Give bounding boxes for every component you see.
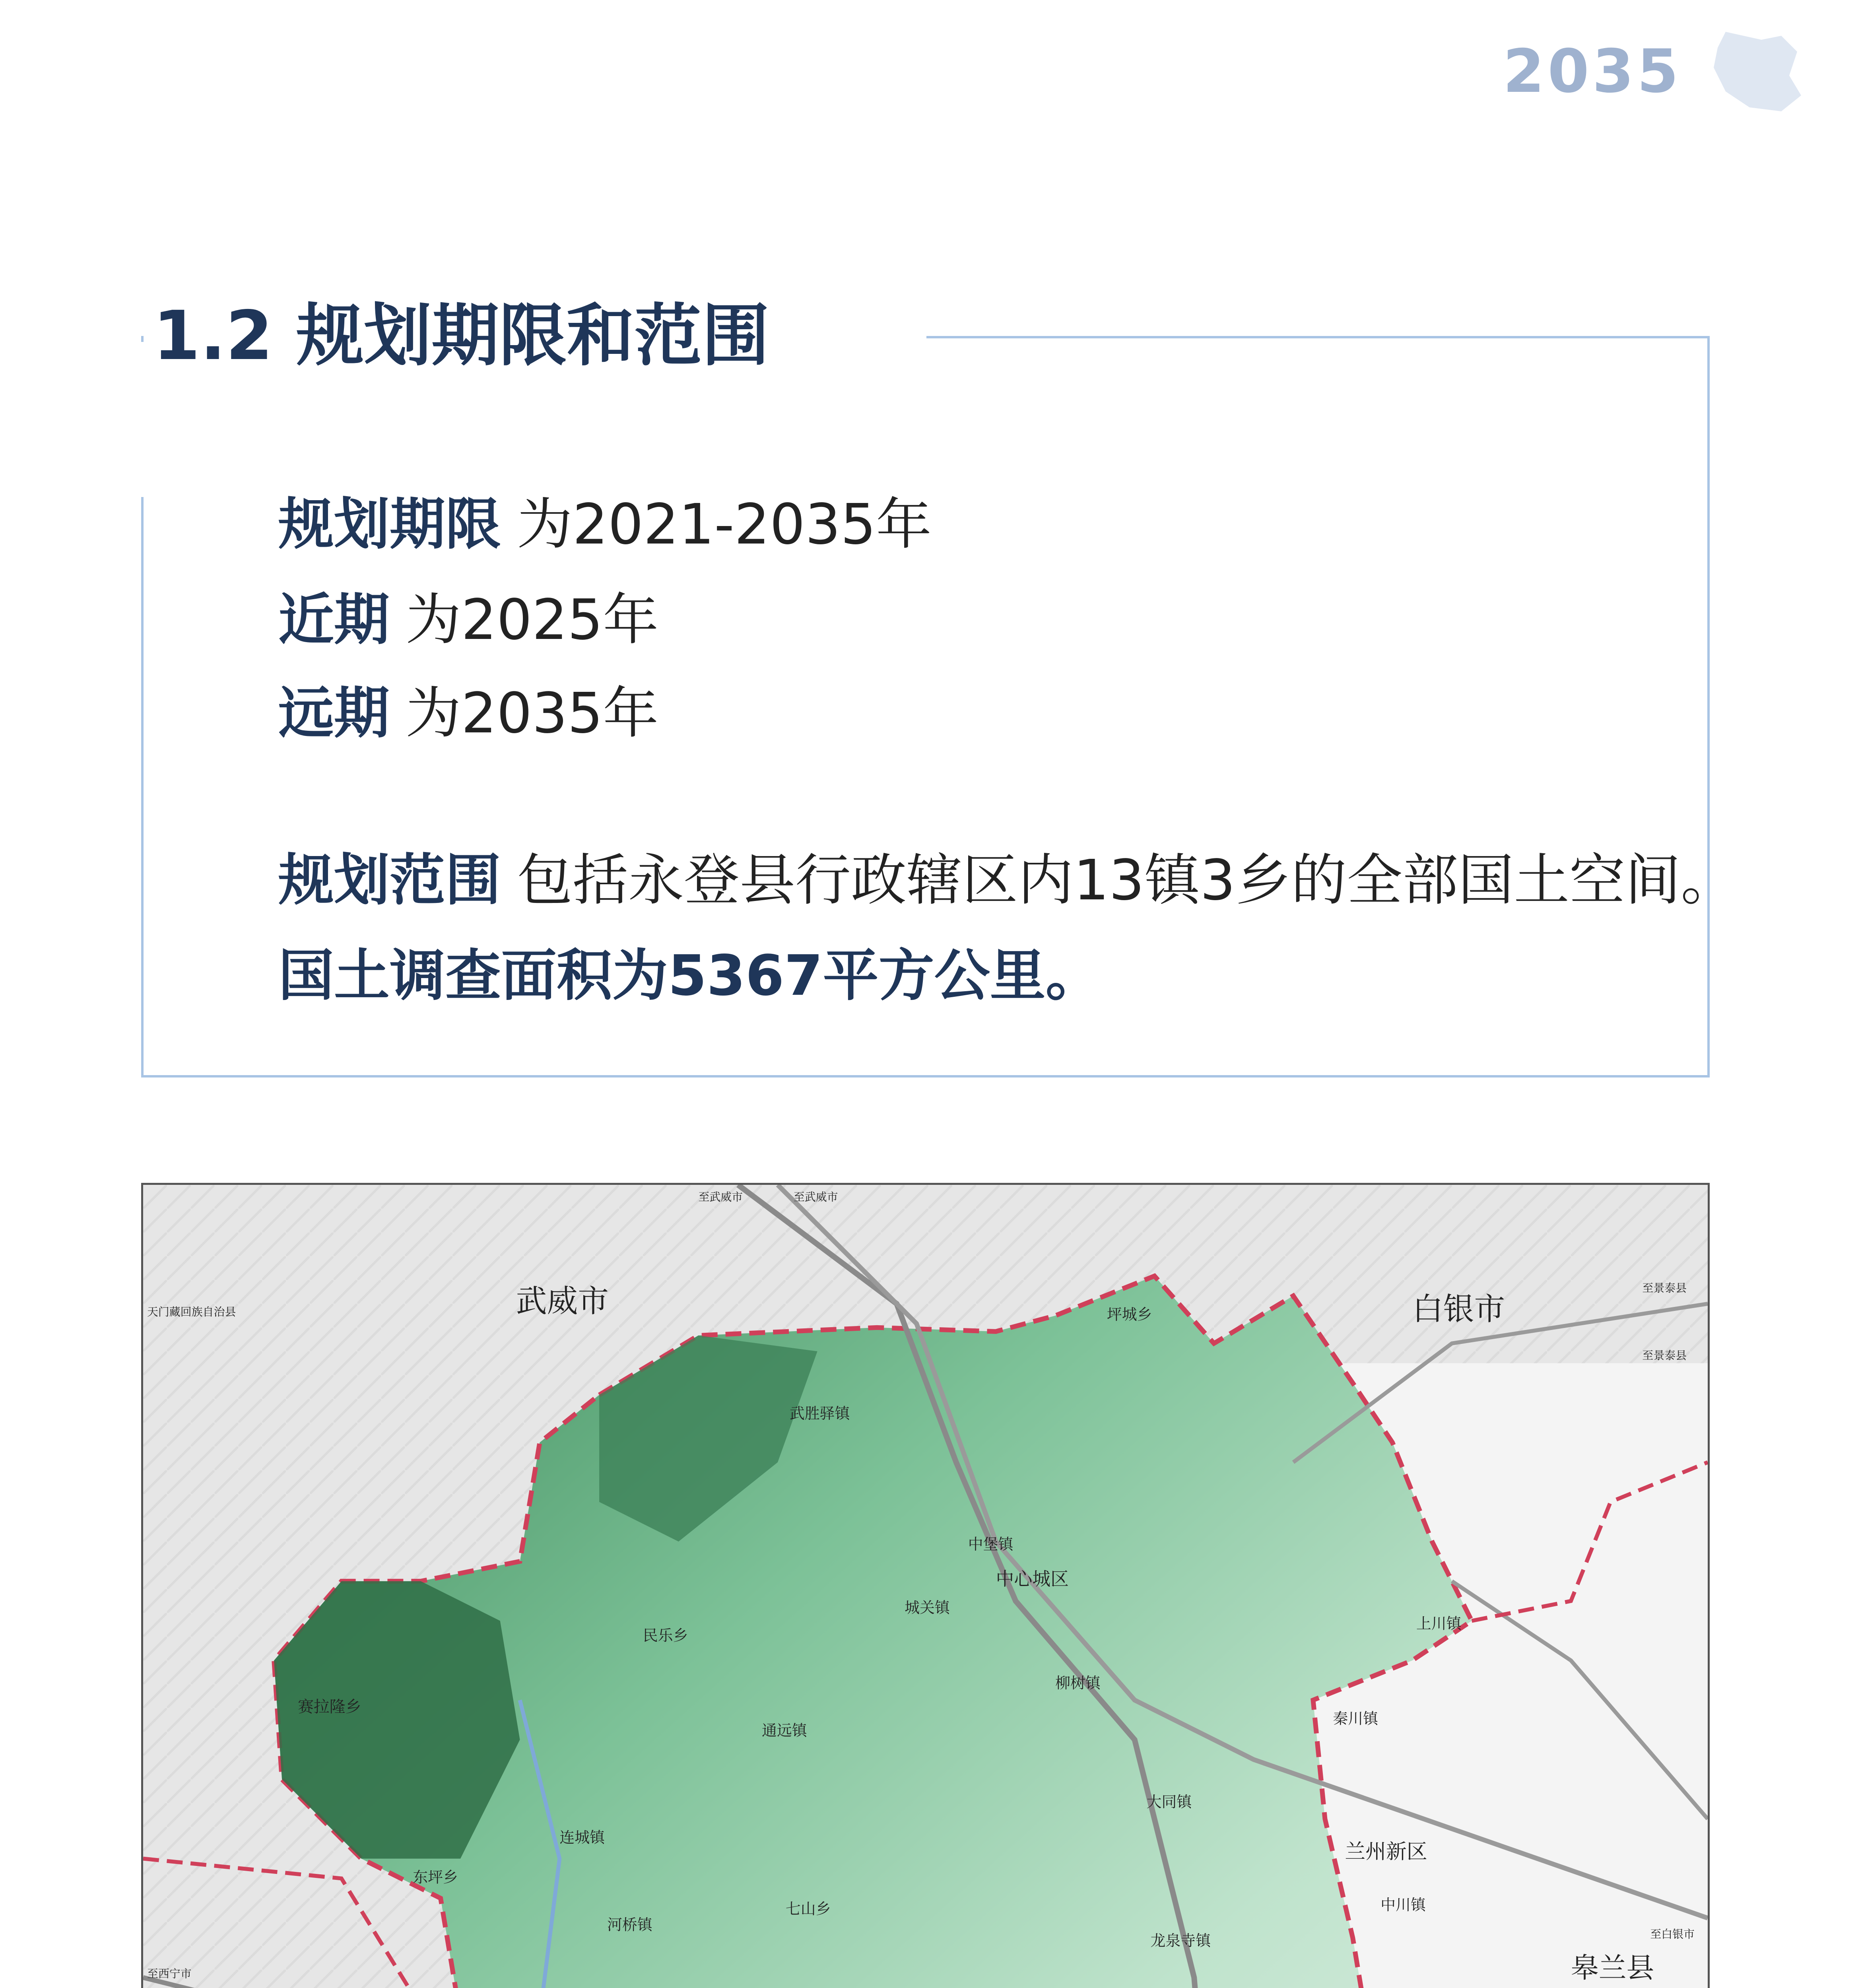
label-road: 至武威市 [793,1190,838,1204]
section-title: 1.2 规划期限和范围 [153,294,785,378]
label-town: 坪城乡 [1107,1305,1152,1323]
term-value: 为2021-2035年 [517,492,932,557]
label-town: 上川镇 [1416,1615,1462,1633]
label-town: 东坪乡 [413,1868,458,1886]
term-key: 规划期限 [278,492,501,557]
label-lanzhou-new: 兰州新区 [1345,1840,1427,1864]
term-long-term [278,678,658,749]
label-baiyin: 白银市 [1412,1291,1505,1327]
label-town: 秦川镇 [1333,1710,1378,1728]
label-road: 至白银市 [1650,1927,1695,1941]
label-town: 城关镇 [905,1599,950,1617]
label-town: 中堡镇 [968,1536,1013,1553]
label-town: 连城镇 [559,1829,605,1846]
label-road: 天门藏回族自治县 [147,1305,236,1318]
county-map [141,1183,1710,1988]
year-badge: 2035 [1503,37,1682,106]
label-road: 至武威市 [698,1190,743,1204]
term-key: 远期 [278,681,390,746]
label-gaolan: 皋兰县 [1571,1952,1654,1984]
label-road: 至景泰县 [1642,1281,1687,1295]
term-near-term [278,584,658,656]
label-road: 至景泰县 [1642,1349,1687,1362]
section-left-gap [137,342,145,497]
label-road: 至西宁市 [147,1967,192,1980]
term-planning-period [278,489,932,561]
label-town: 柳树镇 [1055,1674,1101,1692]
label-town: 赛拉隆乡 [298,1697,361,1716]
label-town: 七山乡 [785,1900,831,1918]
planning-scope [278,845,1736,916]
label-wuwei: 武威市 [516,1283,609,1319]
label-town: 中川镇 [1380,1896,1426,1914]
term-key: 近期 [278,588,390,652]
label-town: 中心城区 [996,1568,1069,1590]
term-value: 为2035年 [406,681,659,746]
scope-value: 包括永登县行政辖区内13镇3乡的全部国土空间。 [517,848,1737,913]
scope-key: 规划范围 [278,848,501,913]
label-town: 民乐乡 [643,1627,688,1644]
term-value: 为2025年 [406,588,659,652]
label-town: 河桥镇 [607,1916,652,1934]
section-top-rule [926,336,1710,338]
label-town: 大同镇 [1146,1793,1192,1811]
label-town: 武胜驿镇 [789,1405,850,1423]
label-town: 通远镇 [762,1722,807,1740]
survey-area: 国土调查面积为5367平方公里。 [278,944,1101,1008]
label-town: 龙泉寺镇 [1150,1932,1211,1949]
